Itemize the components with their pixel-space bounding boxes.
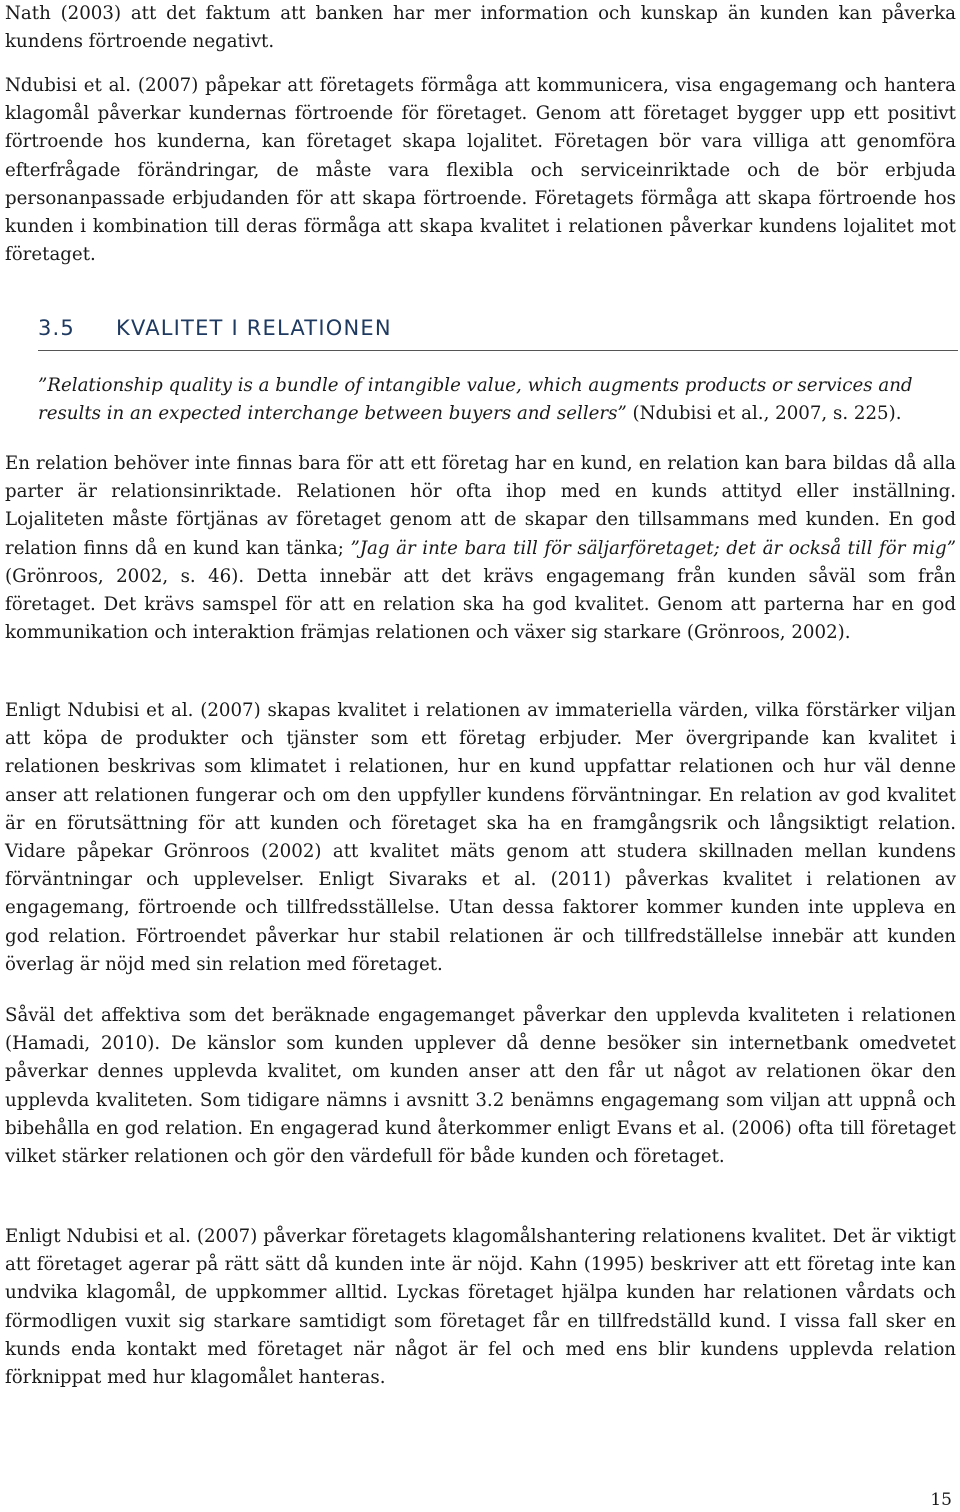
- paragraph-ndubisi-trust: Ndubisi et al. (2007) påpekar att företagets förmåga att kommunicera, visa engagemang och hantera klagomål påverkar kundernas förtroende för företaget. Genom att företaget bygger upp ett positivt förtroende hos kunderna, kan företaget skapa lojalitet. Företagen bör vara villiga att genomföra efterfrågade förändringar, de måste vara flexibla och serviceinriktade och de bör erbjuda personanpassade erbjudanden för att skapa förtroende. Företagets förmåga att skapa förtroende hos kunden i kombination till deras förmåga att skapa kvalitet i relationen påverkar kundens lojalitet mot företaget.: [5, 75, 956, 266]
- paragraph-quality: Enligt Ndubisi et al. (2007) skapas kvalitet i relationen av immateriella värden, vilka förstärker viljan att köpa de produkter och tjänster som ett företag erbjuder. Mer övergripande kan kvalitet i relationen beskrivas som klimatet i relationen, hur en kund uppfattar relationen och hur väl denne anser att relationen fungerar och om den uppfyller kundens förväntningar. En relation av god kvalitet är en förutsättning för att kunden och företaget ska ha en framgångsrik och långsiktigt relation. Vidare påpekar Grönroos (2002) att kvalitet mäts genom att studera skillnaden mellan kundens förväntningar och upplevelser. Enligt Sivaraks et al. (2011) påverkas kvalitet i relationen av engagemang, förtroende och tillfredsställelse. Utan dessa faktorer kommer kunden inte uppleva en god relation. Förtroendet påverkar hur stabil relationen är och tillfredställelse innebär att kunden överlag är nöjd med sin relation med företaget.: [5, 700, 956, 975]
- paragraph-complaints: Enligt Ndubisi et al. (2007) påverkar företagets klagomålshantering relationens kvalitet. Det är viktigt att företaget agerar på rätt sätt då kunden inte är nöjd. Kahn (1995) beskriver att ett företag inte kan undvika klagomål, de uppkommer alltid. Lyckas företaget hjälpa kunden har relationen vårdats och förmodligen vuxit sig starkare samtidigt som företaget får en tillfredställd kund. I vissa fall sker en kunds enda kontakt med företaget när något är fel och med ens blir kundens upplevda relation förknippat med hur klagomålet hanteras.: [5, 1226, 956, 1389]
- section-title: KVALITET I RELATIONEN: [116, 316, 392, 340]
- paragraph-relation-part1: En relation behöver inte finnas bara för att ett företag har en kund, en relation kan bara bildas då alla parter är relationsinriktade. Relationen hör ofta ihop med en kunds attityd eller inställning. Lojaliteten måste förtjänas av företaget genom att de skapar den tillsammans med kunden. En god relation finns då en kund kan tänka;: [5, 453, 956, 559]
- section-heading: [38, 316, 958, 351]
- block-quote: [38, 372, 938, 428]
- paragraph-relation-part2: (Grönroos, 2002, s. 46). Detta innebär att det krävs engagemang från kunden såväl som från företaget. Det krävs samspel för att en relation ska ha god kvalitet. Genom att parterna har en god kommunikation och interaktion främjas relationen och växer sig starkare (Grönroos, 2002).: [5, 565, 956, 644]
- quote-citation: (Ndubisi et al., 2007, s. 225).: [626, 403, 902, 425]
- section-number: 3.5: [38, 316, 75, 340]
- paragraph-relation: [5, 450, 956, 647]
- page-number: 15: [930, 1490, 952, 1510]
- paragraph-commitment: Såväl det affektiva som det beräknade engagemanget påverkar den upplevda kvaliteten i relationen (Hamadi, 2010). De känslor som kunden upplever då denne besöker sin internetbank omedvetet påverkar dennes upplevda kvalitet, om kunden anser att den får ut något av relationen ökar den upplevda kvaliteten. Som tidigare nämns i avsnitt 3.2 benämns engagemang som viljan att uppnå och bibehålla en god relation. En engagerad kund återkommer enligt Evans et al. (2006) ofta till företaget vilket stärker relationen och gör den värdefull för både kunden och företaget.: [5, 1005, 956, 1168]
- quote-text: ”Relationship quality is a bundle of intangible value, which augments products or services and results in an expected interchange between buyers and sellers”: [38, 375, 913, 425]
- paragraph-nath: Nath (2003) att det faktum att banken har mer information och kunskap än kunden kan påverka kundens förtroende negativt.: [5, 3, 956, 53]
- paragraph-relation-quote: ”Jag är inte bara till för säljarföretaget; det är också till för mig”: [350, 537, 956, 559]
